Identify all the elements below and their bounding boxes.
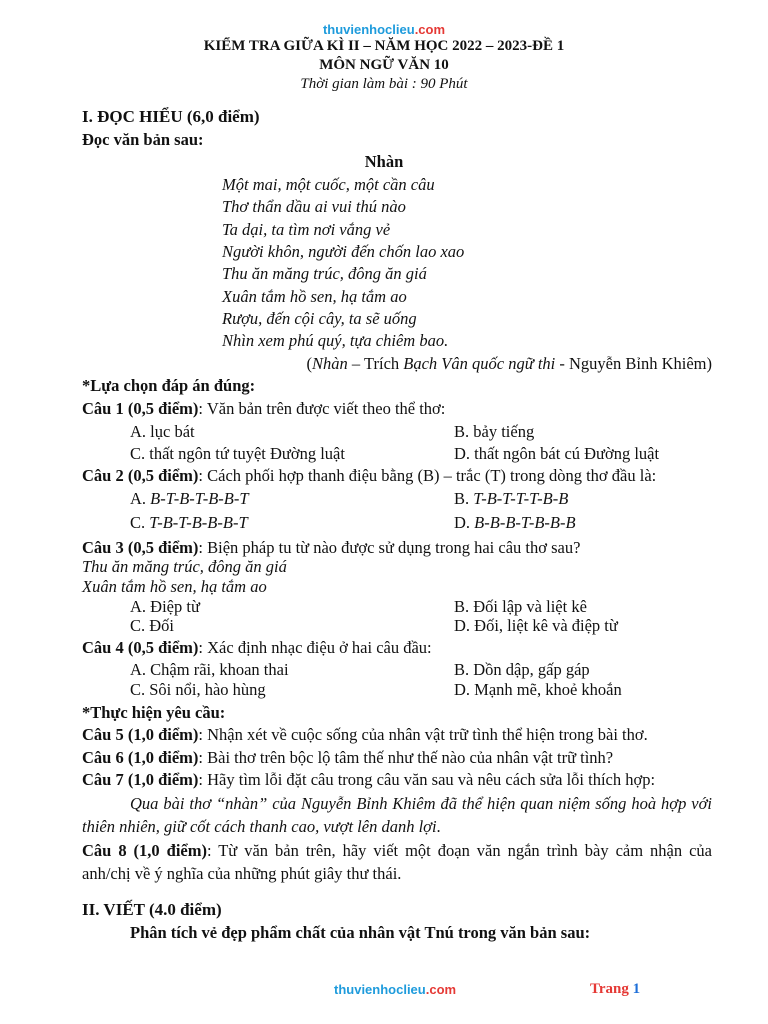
- q3-option-c: C. Đối: [130, 616, 175, 635]
- brand-header: [0, 22, 768, 37]
- brand-domain: .com: [414, 22, 446, 37]
- poem-line: Nhìn xem phú quý, tựa chiêm bao.: [222, 331, 449, 350]
- q3-option-a: A. Điệp từ: [130, 597, 200, 616]
- poem-line: Người khôn, người đến chốn lao xao: [222, 242, 465, 261]
- q3-option-d: D. Đối, liệt kê và điệp từ: [454, 616, 618, 635]
- q1-option-b: B. bảy tiếng: [454, 422, 535, 441]
- page-number: Trang 1: [590, 981, 641, 997]
- question-6: Câu 6 (1,0 điểm): Bài thơ trên bộc lộ tâm thế như thế nào của nhân vật trữ tình?: [82, 748, 614, 767]
- poem-line: Rượu, đến cội cây, ta sẽ uống: [222, 309, 417, 328]
- question-3: Câu 3 (0,5 điểm): Biện pháp tu từ nào được sử dụng trong hai câu thơ sau?: [82, 538, 581, 557]
- q1-option-a: A. lục bát: [130, 422, 195, 441]
- question-8: Câu 8 (1,0 điểm): Từ văn bản trên, hãy viết một đoạn văn ngắn trình bày cảm nhận của anh/chị về ý nghĩa của những phút giây thư thái.: [82, 841, 712, 883]
- section-2-task: Phân tích vẻ đẹp phẩm chất của nhân vật Tnú trong văn bản sau:: [130, 923, 591, 942]
- question-4: Câu 4 (0,5 điểm): Xác định nhạc điệu ở hai câu đầu:: [82, 638, 432, 657]
- section-1-heading: I. ĐỌC HIỂU (6,0 điểm): [82, 107, 260, 126]
- q2-option-d: D. B-B-B-T-B-B-B: [454, 513, 576, 532]
- question-7: Câu 7 (1,0 điểm): Hãy tìm lỗi đặt câu trong câu văn sau và nêu cách sửa lỗi thích hợp:: [82, 770, 656, 789]
- q3-option-b: B. Đối lập và liệt kê: [454, 597, 587, 616]
- q2-option-c: C. T-B-T-B-B-B-T: [130, 513, 248, 532]
- poem-line: Thu ăn măng trúc, đông ăn giá: [222, 264, 427, 283]
- section-2-heading: II. VIẾT (4.0 điểm): [82, 900, 222, 919]
- q3-quote-line: Xuân tắm hồ sen, hạ tắm ao: [82, 577, 267, 596]
- q7-quote: Qua bài thơ “nhàn” của Nguyễn Bỉnh Khiêm đã thể hiện quan niệm sống hoà hợp với thiên nhiên, giữ cốt cách thanh cao, vượt lên danh lợi.: [82, 794, 712, 836]
- exam-title: KIỂM TRA GIỮA KÌ II – NĂM HỌC 2022 – 2023-ĐỀ 1: [203, 38, 565, 54]
- read-prompt: Đọc văn bản sau:: [82, 130, 204, 149]
- q2-option-a: A. B-T-B-T-B-B-T: [130, 489, 249, 508]
- brand-name: thuvienhoclieu: [322, 22, 415, 37]
- question-2: Câu 2 (0,5 điểm): Cách phối hợp thanh điệu bằng (B) – trắc (T) trong dòng thơ đầu là:: [82, 466, 657, 485]
- q3-quote-line: Thu ăn măng trúc, đông ăn giá: [82, 557, 287, 576]
- brand-domain: .com: [425, 982, 457, 997]
- q2-option-b: B. T-B-T-T-T-B-B: [454, 489, 569, 508]
- poem-line: Xuân tắm hồ sen, hạ tắm ao: [222, 287, 407, 306]
- poem-title: Nhàn: [364, 152, 404, 171]
- choose-heading: *Lựa chọn đáp án đúng:: [82, 376, 256, 395]
- exam-time: Thời gian làm bài : 90 Phút: [300, 76, 468, 92]
- question-5: Câu 5 (1,0 điểm): Nhận xét về cuộc sống của nhân vật trữ tình thể hiện trong bài thơ.: [82, 725, 648, 744]
- poem-line: Ta dại, ta tìm nơi vắng vẻ: [222, 220, 391, 239]
- brand-footer: [334, 982, 456, 997]
- poem-source: (Nhàn – Trích Bạch Vân quốc ngữ thi - Nguyễn Bỉnh Khiêm): [306, 354, 712, 373]
- exam-subject: MÔN NGỮ VĂN 10: [319, 57, 449, 73]
- q4-option-c: C. Sôi nổi, hào hùng: [130, 680, 266, 699]
- q4-option-a: A. Chậm rãi, khoan thai: [130, 660, 289, 679]
- poem-line: Một mai, một cuốc, một cần câu: [222, 175, 435, 194]
- poem-line: Thơ thẩn dầu ai vui thú nào: [222, 197, 406, 216]
- q1-option-c: C. thất ngôn tứ tuyệt Đường luật: [130, 444, 345, 463]
- do-heading: *Thực hiện yêu cầu:: [82, 703, 226, 722]
- q1-option-d: D. thất ngôn bát cú Đường luật: [454, 444, 660, 463]
- q4-option-d: D. Mạnh mẽ, khoẻ khoắn: [454, 680, 622, 699]
- brand-name: thuvienhoclieu: [334, 982, 426, 997]
- q4-option-b: B. Dồn dập, gấp gáp: [454, 660, 590, 679]
- question-1: Câu 1 (0,5 điểm): Văn bản trên được viết theo thể thơ:: [82, 399, 446, 418]
